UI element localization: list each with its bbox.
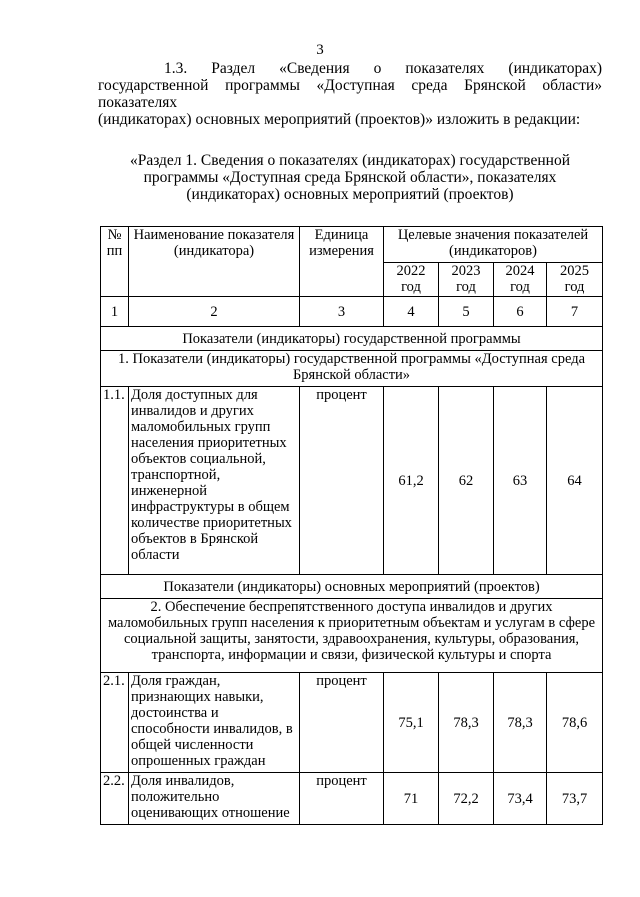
- colnum-7: 7: [547, 297, 603, 327]
- row-2-1-value-2023: 78,3: [439, 673, 494, 773]
- subgroup-title-activities: 2. Обеспечение беспрепятственного доступа инвалидов и других маломобильных групп населения к приоритетным объектам и услугам в сфере социальной защиты, занятости, здравоохранения, культуры, образования, транспорта, информации и связи, физической культуры и спорта: [101, 599, 603, 673]
- subgroup-title-program: 1. Показатели (индикаторы) государственной программы «Доступная среда Брянской области»: [101, 351, 603, 387]
- row-2-2-num: 2.2.: [101, 773, 129, 825]
- row-2-1-value-2024: 78,3: [494, 673, 547, 773]
- row-2-2-value-2022: 71: [384, 773, 439, 825]
- group-title-activities: Показатели (индикаторы) основных мероприятий (проектов): [101, 575, 603, 599]
- intro-line-2: государственной программы «Доступная среда Брянской области» показателях: [98, 77, 602, 111]
- row-1-1-value-2023: 62: [439, 387, 494, 575]
- row-2-1-name: Доля граждан, признающих навыки, достоинства и способности инвалидов, в общей численности опрошенных граждан: [129, 673, 300, 773]
- page-number: 3: [316, 42, 324, 58]
- colnum-2: 2: [129, 297, 300, 327]
- colnum-4: 4: [384, 297, 439, 327]
- intro-line-3: (индикаторах) основных мероприятий (проектов)» изложить в редакции:: [98, 111, 581, 128]
- row-2-2-value-2023: 72,2: [439, 773, 494, 825]
- row-1-1-value-2025: 64: [547, 387, 603, 575]
- row-2-1-unit: процент: [300, 673, 384, 773]
- header-year-2025: 2025 год: [547, 263, 603, 297]
- colnum-3: 3: [300, 297, 384, 327]
- indicators-table: [100, 226, 603, 825]
- row-2-1-value-2022: 75,1: [384, 673, 439, 773]
- colnum-5: 5: [439, 297, 494, 327]
- header-num: № пп: [101, 227, 129, 297]
- row-2-2-unit: процент: [300, 773, 384, 825]
- header-year-2023: 2023 год: [439, 263, 494, 297]
- header-year-2022: 2022 год: [384, 263, 439, 297]
- group-title-program: Показатели (индикаторы) государственной программы: [101, 327, 603, 351]
- row-1-1-value-2022: 61,2: [384, 387, 439, 575]
- header-unit: Единица измерения: [300, 227, 384, 297]
- intro-paragraph: [98, 60, 602, 128]
- colnum-1: 1: [101, 297, 129, 327]
- header-name: Наименование показателя (индикатора): [129, 227, 300, 297]
- row-1-1-name: Доля доступных для инвалидов и других маломобильных групп населения приоритетных объектов социальной, транспортной, инженерной инфраструктуры в общем количестве приоритетных объектов в Брянской области: [129, 387, 300, 575]
- colnum-6: 6: [494, 297, 547, 327]
- header-targets: Целевые значения показателей (индикаторов): [384, 227, 603, 263]
- header-year-2024: 2024 год: [494, 263, 547, 297]
- row-1-1-value-2024: 63: [494, 387, 547, 575]
- row-2-2-value-2025: 73,7: [547, 773, 603, 825]
- row-1-1-unit: процент: [300, 387, 384, 575]
- section-title: «Раздел 1. Сведения о показателях (индикаторах) государственной программы «Доступная среда Брянской области», показателях (индикаторах) основных мероприятий (проектов): [129, 152, 571, 203]
- row-2-1-num: 2.1.: [101, 673, 129, 773]
- row-2-2-name: Доля инвалидов, положительно оценивающих отношение: [129, 773, 300, 825]
- row-2-1-value-2025: 78,6: [547, 673, 603, 773]
- intro-line-1: 1.3. Раздел «Сведения о показателях (индикаторах): [164, 60, 602, 77]
- row-2-2-value-2024: 73,4: [494, 773, 547, 825]
- row-1-1-num: 1.1.: [101, 387, 129, 575]
